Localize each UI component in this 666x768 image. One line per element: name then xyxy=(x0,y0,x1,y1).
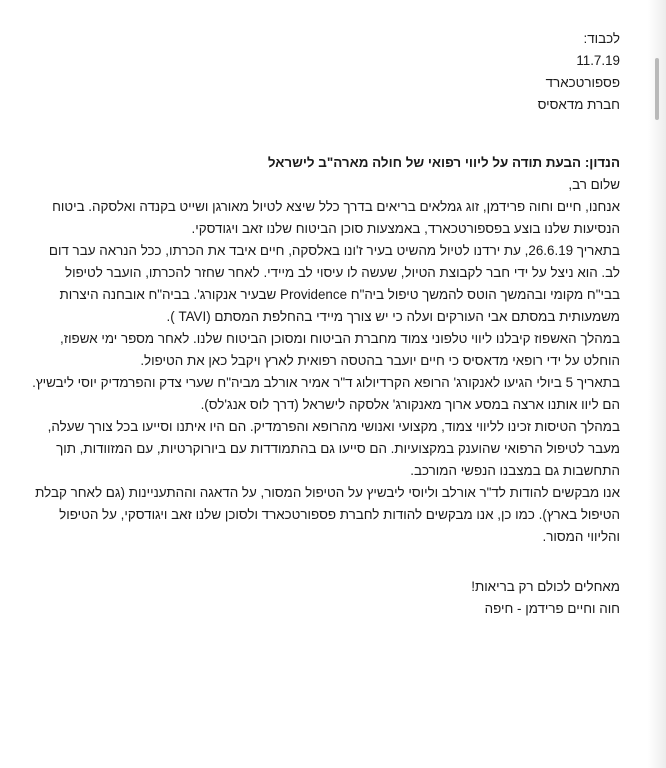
recipient-division: חברת מדאסיס xyxy=(537,97,620,112)
letter-closing xyxy=(30,576,620,620)
recipient-company: פספורטכארד xyxy=(545,75,620,90)
letter-header xyxy=(30,28,620,116)
scrollbar-track[interactable] xyxy=(648,0,666,768)
paragraph-intro: אנחנו, חיים וחוה פרידמן, זוג גמלאים בריאים בדרך כלל שיצא לטיול מאורגן ושייט בקנדה ואלסקה. ביטוח הנסיעות שלנו בוצע בפספורטכארד, באמצעות סוכן הביטוח שלנו זאב ויגודסקי. xyxy=(52,199,620,236)
scrollbar-thumb[interactable] xyxy=(655,58,659,120)
addressee-line: לכבוד: xyxy=(583,31,620,46)
paragraph-incident: בתאריך 26.6.19, עת ירדנו לטיול מהשיט בעיר ז'ונו באלסקה, חיים איבד את הכרתו, ככל הנראה עבר דום לב. הוא ניצל על ידי חבר לקבוצת הטיול, שעשה לו עיסוי לב מיידי. לאחר שחזר להכרתו, הועבר לטיפול בבי"ח מקומי ובהמשך הוטס להמשך טיפול ביה"ח Providence שבעיר אנקורג'. בביה"ח אובחנה היצרות משמעותית במסתם אבי העורקים ועלה כי יש צורך מיידי בהחלפת המסתם (TAVI ). xyxy=(48,243,620,324)
paragraph-medical-escort: בתאריך 5 ביולי הגיעו לאנקורג' הרופא הקרדיולוג ד"ר אמיר אורלב מביה"ח שערי צדק והפרמדיק יוסי ליבשיץ. הם ליוו אותנו ארצה במסע ארוך מאנקורג' אלסקה לישראל (דרך לוס אנג'לס). xyxy=(32,375,620,412)
greeting-line: שלום רב, xyxy=(568,177,620,192)
paragraph-thanks: אנו מבקשים להודות לד"ר אורלב וליוסי ליבשיץ על הטיפול המסור, על הדאגה וההתעניינות (גם לאחר קבלת הטיפול בארץ). כמו כן, אנו מבקשים להודות לחברת פספורטכארד ולסוכן שלנו זאב ויגודסקי, על הטיפול והליווי המסור. xyxy=(35,485,620,544)
letter-body xyxy=(30,28,620,620)
paragraph-hospitalization: במהלך האשפוז קיבלנו ליווי טלפוני צמוד מחברת הביטוח ומסוכן הביטוח שלנו. לאחר מספר ימי אשפוז, הוחלט על ידי רופאי מדאסיס כי חיים יועבר בהטסה רפואית לארץ ויקבל כאן את הטיפול. xyxy=(60,331,620,368)
letter-subject: הנדון: הבעת תודה על ליווי רפואי של חולה מארה"ב לישראל xyxy=(267,155,620,170)
closing-wish: מאחלים לכולם רק בריאות! xyxy=(471,579,620,594)
letter-date: 11.7.19 xyxy=(576,53,620,68)
signature-line: חוה וחיים פרידמן - חיפה xyxy=(484,601,620,616)
paragraph-flights: במהלך הטיסות זכינו לליווי צמוד, מקצועי ואנושי מהרופא והפרמדיק. הם היו איתנו וסייעו בכל צורך שעלה, מעבר לטיפול הרפואי שהוענק במקצועיות. הם סייעו גם בהתמודדות עם ביורוקרטיות, עם המזוודות, תוך התחשבות גם במצבנו הנפשי המורכב. xyxy=(47,419,620,478)
